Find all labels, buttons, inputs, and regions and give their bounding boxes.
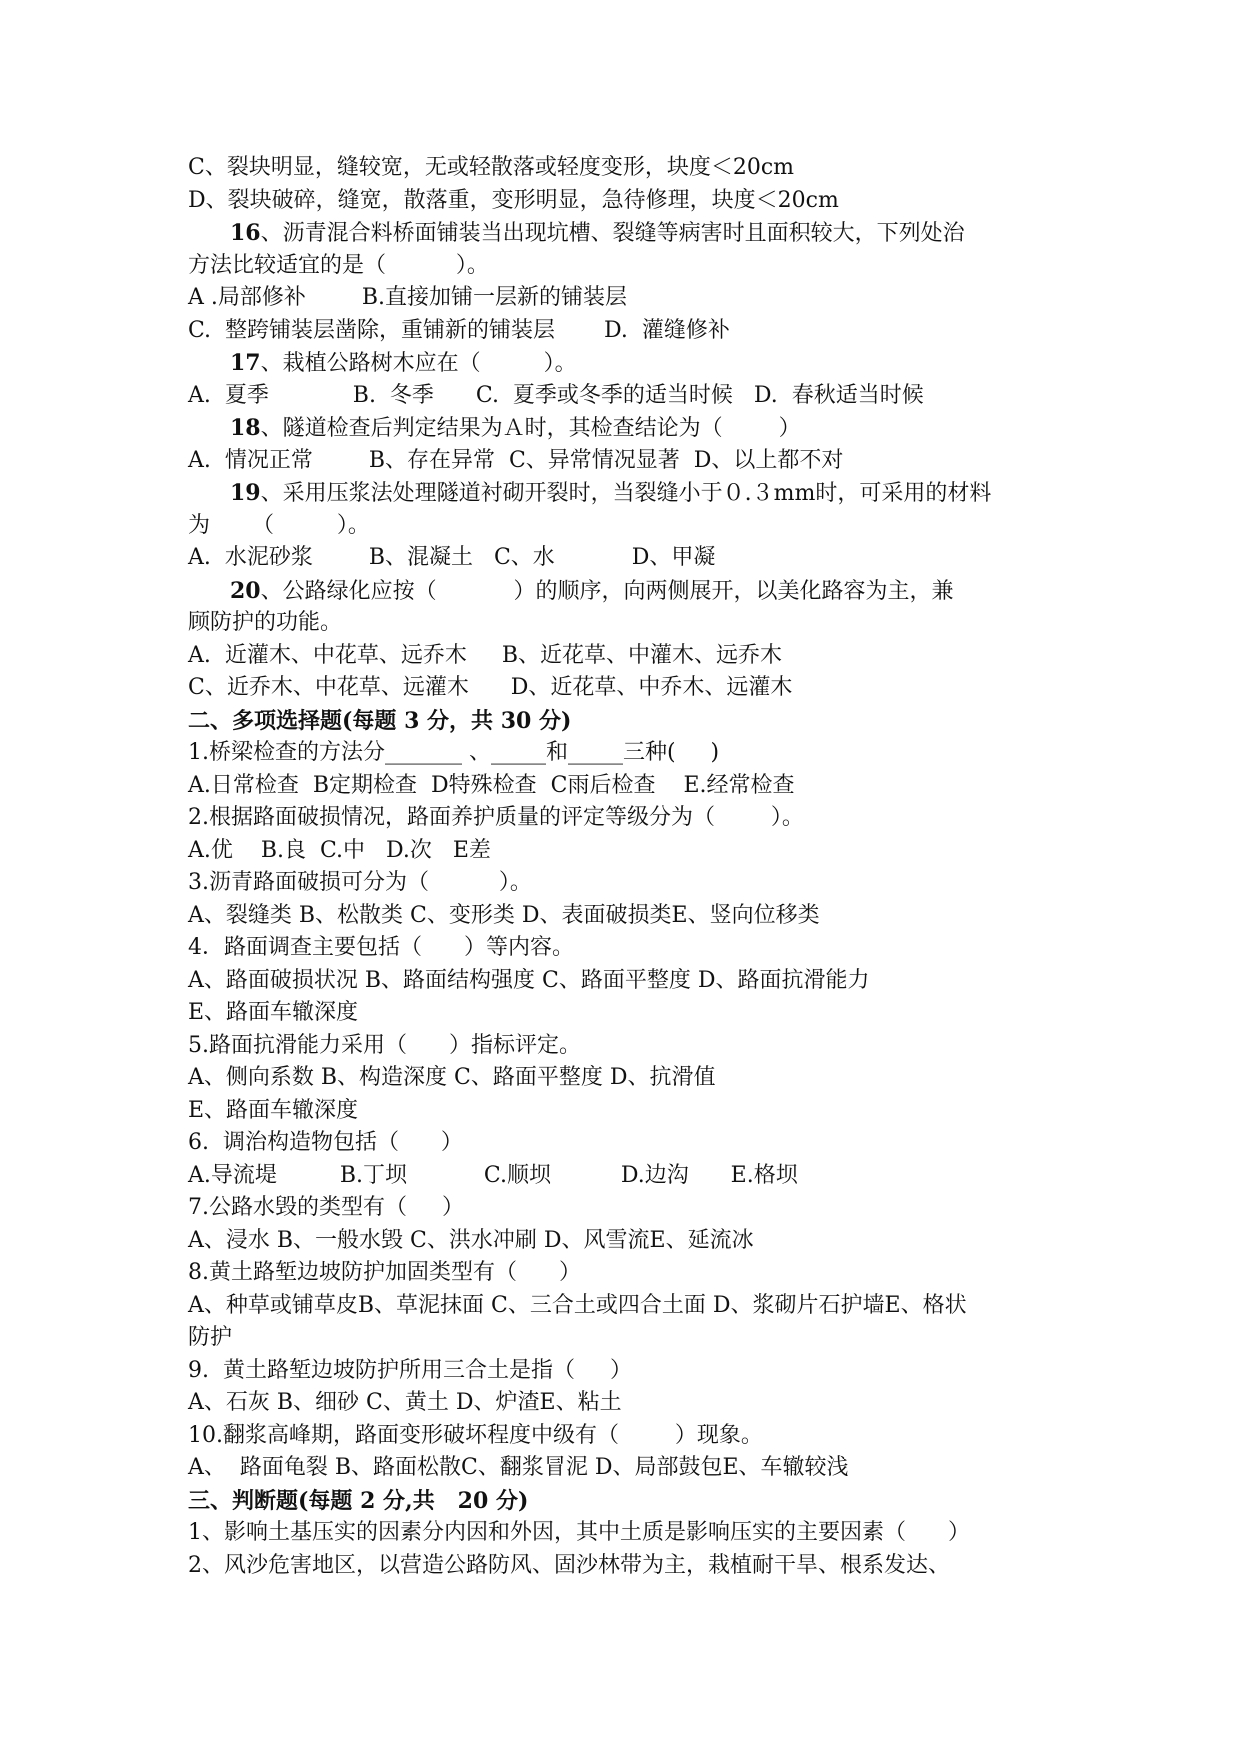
text-line (188, 1160, 1068, 1193)
line-text: 二、多项选择题(每题 3 分，共 30 分) (188, 707, 572, 734)
text-line (188, 185, 1068, 218)
text-line (188, 867, 1068, 900)
text-line (188, 1030, 1068, 1063)
text-line (188, 965, 1068, 998)
text-line (188, 997, 1068, 1030)
question-number: 17 (230, 350, 261, 376)
document-body (188, 152, 1068, 1582)
line-text: 9. 黄土路堑边坡防护所用三合土是指（ ） (188, 1357, 632, 1383)
line-text: 7.公路水毁的类型有（ ） (188, 1195, 464, 1220)
text-line (188, 510, 1068, 543)
question-number: 16 (230, 220, 261, 246)
text-line (188, 1257, 1068, 1290)
line-text: 2、风沙危害地区，以营造公路防风、固沙林带为主，栽植耐干旱、根系发达、 (188, 1552, 950, 1578)
line-text: 、沥青混合料桥面铺装当出现坑槽、裂缝等病害时且面积较大，下列处治 (260, 221, 965, 246)
text-line (188, 282, 1068, 315)
text-line (188, 900, 1068, 933)
line-text: A. 情况正常 B、存在异常 C、异常情况显著 D、以上都不对 (188, 447, 844, 473)
text-line (188, 1225, 1068, 1258)
line-text: 方法比较适宜的是（ ）。 (188, 252, 489, 278)
line-text: 10.翻浆高峰期，路面变形破坏程度中级有（ ）现象。 (188, 1422, 763, 1448)
question-stem (188, 217, 1068, 250)
line-text: A、石灰 B、细砂 C、黄土 D、炉渣E、粘土 (188, 1390, 622, 1415)
text-line (188, 1550, 1068, 1583)
line-text: A. 夏季 B. 冬季 C. 夏季或冬季的适当时候 D. 春秋适当时候 (188, 382, 924, 408)
line-text: 2.根据路面破损情况，路面养护质量的评定等级分为（ ）。 (188, 805, 804, 830)
line-text: A、裂缝类 B、松散类 C、变形类 D、表面破损类E、竖向位移类 (188, 902, 820, 928)
line-text: 6. 调治构造物包括（ ） (188, 1130, 463, 1155)
line-text: A、 路面龟裂 B、路面松散C、翻浆冒泥 D、局部鼓包E、车辙较浅 (188, 1455, 849, 1480)
line-text: C、裂块明显，缝较宽，无或轻散落或轻度变形，块度＜20cm (188, 155, 795, 180)
line-text: E、路面车辙深度 (188, 1097, 359, 1123)
line-text: A.导流堤 B.丁坝 C.顺坝 D.边沟 E.格坝 (188, 1162, 798, 1188)
line-text: 、栽植公路树木应在（ ）。 (260, 351, 577, 376)
question-number: 20 (230, 577, 261, 604)
text-line (188, 1452, 1068, 1485)
text-line (188, 315, 1068, 348)
line-text: A、浸水 B、一般水毁 C、洪水冲刷 D、风雪流E、延流冰 (188, 1227, 754, 1253)
question-stem (188, 477, 1068, 510)
line-text: E、路面车辙深度 (188, 1000, 359, 1025)
text-line (188, 380, 1068, 413)
line-text: A. 水泥砂浆 B、混凝土 C、水 D、甲凝 (188, 545, 716, 570)
text-line (188, 1420, 1068, 1453)
line-text: A.优 B.良 C.中 D.次 E差 (188, 837, 491, 863)
question-stem (188, 412, 1068, 445)
text-line (188, 1517, 1068, 1550)
text-line (188, 1127, 1068, 1160)
text-line (188, 1387, 1068, 1420)
line-text: 防护 (188, 1325, 233, 1350)
text-line (188, 250, 1068, 283)
line-text: 5.路面抗滑能力采用（ ）指标评定。 (188, 1032, 581, 1058)
question-number: 18 (230, 415, 261, 441)
line-text: A、侧向系数 B、构造深度 C、路面平整度 D、抗滑值 (188, 1065, 716, 1090)
text-line (188, 1062, 1068, 1095)
text-line (188, 542, 1068, 575)
text-line (188, 1095, 1068, 1128)
line-text: 为 （ ）。 (188, 512, 370, 538)
line-text: 、采用压浆法处理隧道衬砌开裂时，当裂缝小于０.３mm时，可采用的材料 (260, 481, 992, 506)
line-text: 4．路面调查主要包括（ ）等内容。 (188, 935, 574, 960)
line-text: A、种草或铺草皮B、草泥抹面 C、三合土或四合土面 D、浆砌片石护墙E、格状 (188, 1292, 967, 1318)
line-text: 1.桥梁检查的方法分_______ 、_____和_____三种( ) (188, 740, 720, 765)
text-line (188, 1290, 1068, 1323)
line-text: A. 近灌木、中花草、远乔木 B、近花草、中灌木、远乔木 (188, 642, 783, 668)
line-text: A.日常检查 B定期检查 D特殊检查 C雨后检查 E.经常检查 (188, 772, 795, 798)
line-text: 三、判断题(每题 2 分,共 20 分) (188, 1487, 529, 1514)
question-stem (188, 347, 1068, 380)
line-text: A、路面破损状况 B、路面结构强度 C、路面平整度 D、路面抗滑能力 (188, 967, 870, 993)
text-line (188, 445, 1068, 478)
text-line (188, 1322, 1068, 1355)
text-line (188, 607, 1068, 640)
line-text: 8.黄土路堑边坡防护加固类型有（ ） (188, 1260, 581, 1285)
line-text: 、公路绿化应按（ ）的顺序，向两侧展开，以美化路容为主，兼 (260, 578, 954, 604)
text-line (188, 932, 1068, 965)
line-text: C、近乔木、中花草、远灌木 D、近花草、中乔木、远灌木 (188, 675, 793, 700)
line-text: D、裂块破碎，缝宽，散落重，变形明显，急待修理，块度＜20cm (188, 187, 839, 213)
text-line (188, 737, 1068, 770)
text-line (188, 1192, 1068, 1225)
text-line (188, 770, 1068, 803)
text-line (188, 640, 1068, 673)
question-number: 19 (230, 480, 261, 506)
text-line (188, 152, 1068, 185)
text-line (188, 835, 1068, 868)
section-heading (188, 1485, 1068, 1518)
line-text: C. 整跨铺装层凿除，重铺新的铺装层 D. 灌缝修补 (188, 317, 730, 343)
question-stem (188, 575, 1068, 608)
text-line (188, 802, 1068, 835)
section-heading (188, 705, 1068, 738)
line-text: A .局部修补 B.直接加铺一层新的铺装层 (188, 285, 627, 310)
text-line (188, 1355, 1068, 1388)
line-text: 顾防护的功能。 (188, 610, 343, 635)
text-line (188, 672, 1068, 705)
line-text: 1、影响土基压实的因素分内因和外因，其中土质是影响压实的主要因素（ ） (188, 1520, 970, 1545)
line-text: 3.沥青路面破损可分为（ ）。 (188, 870, 532, 895)
line-text: 、隧道检查后判定结果为Ａ时，其检查结论为（ ） (260, 416, 801, 441)
